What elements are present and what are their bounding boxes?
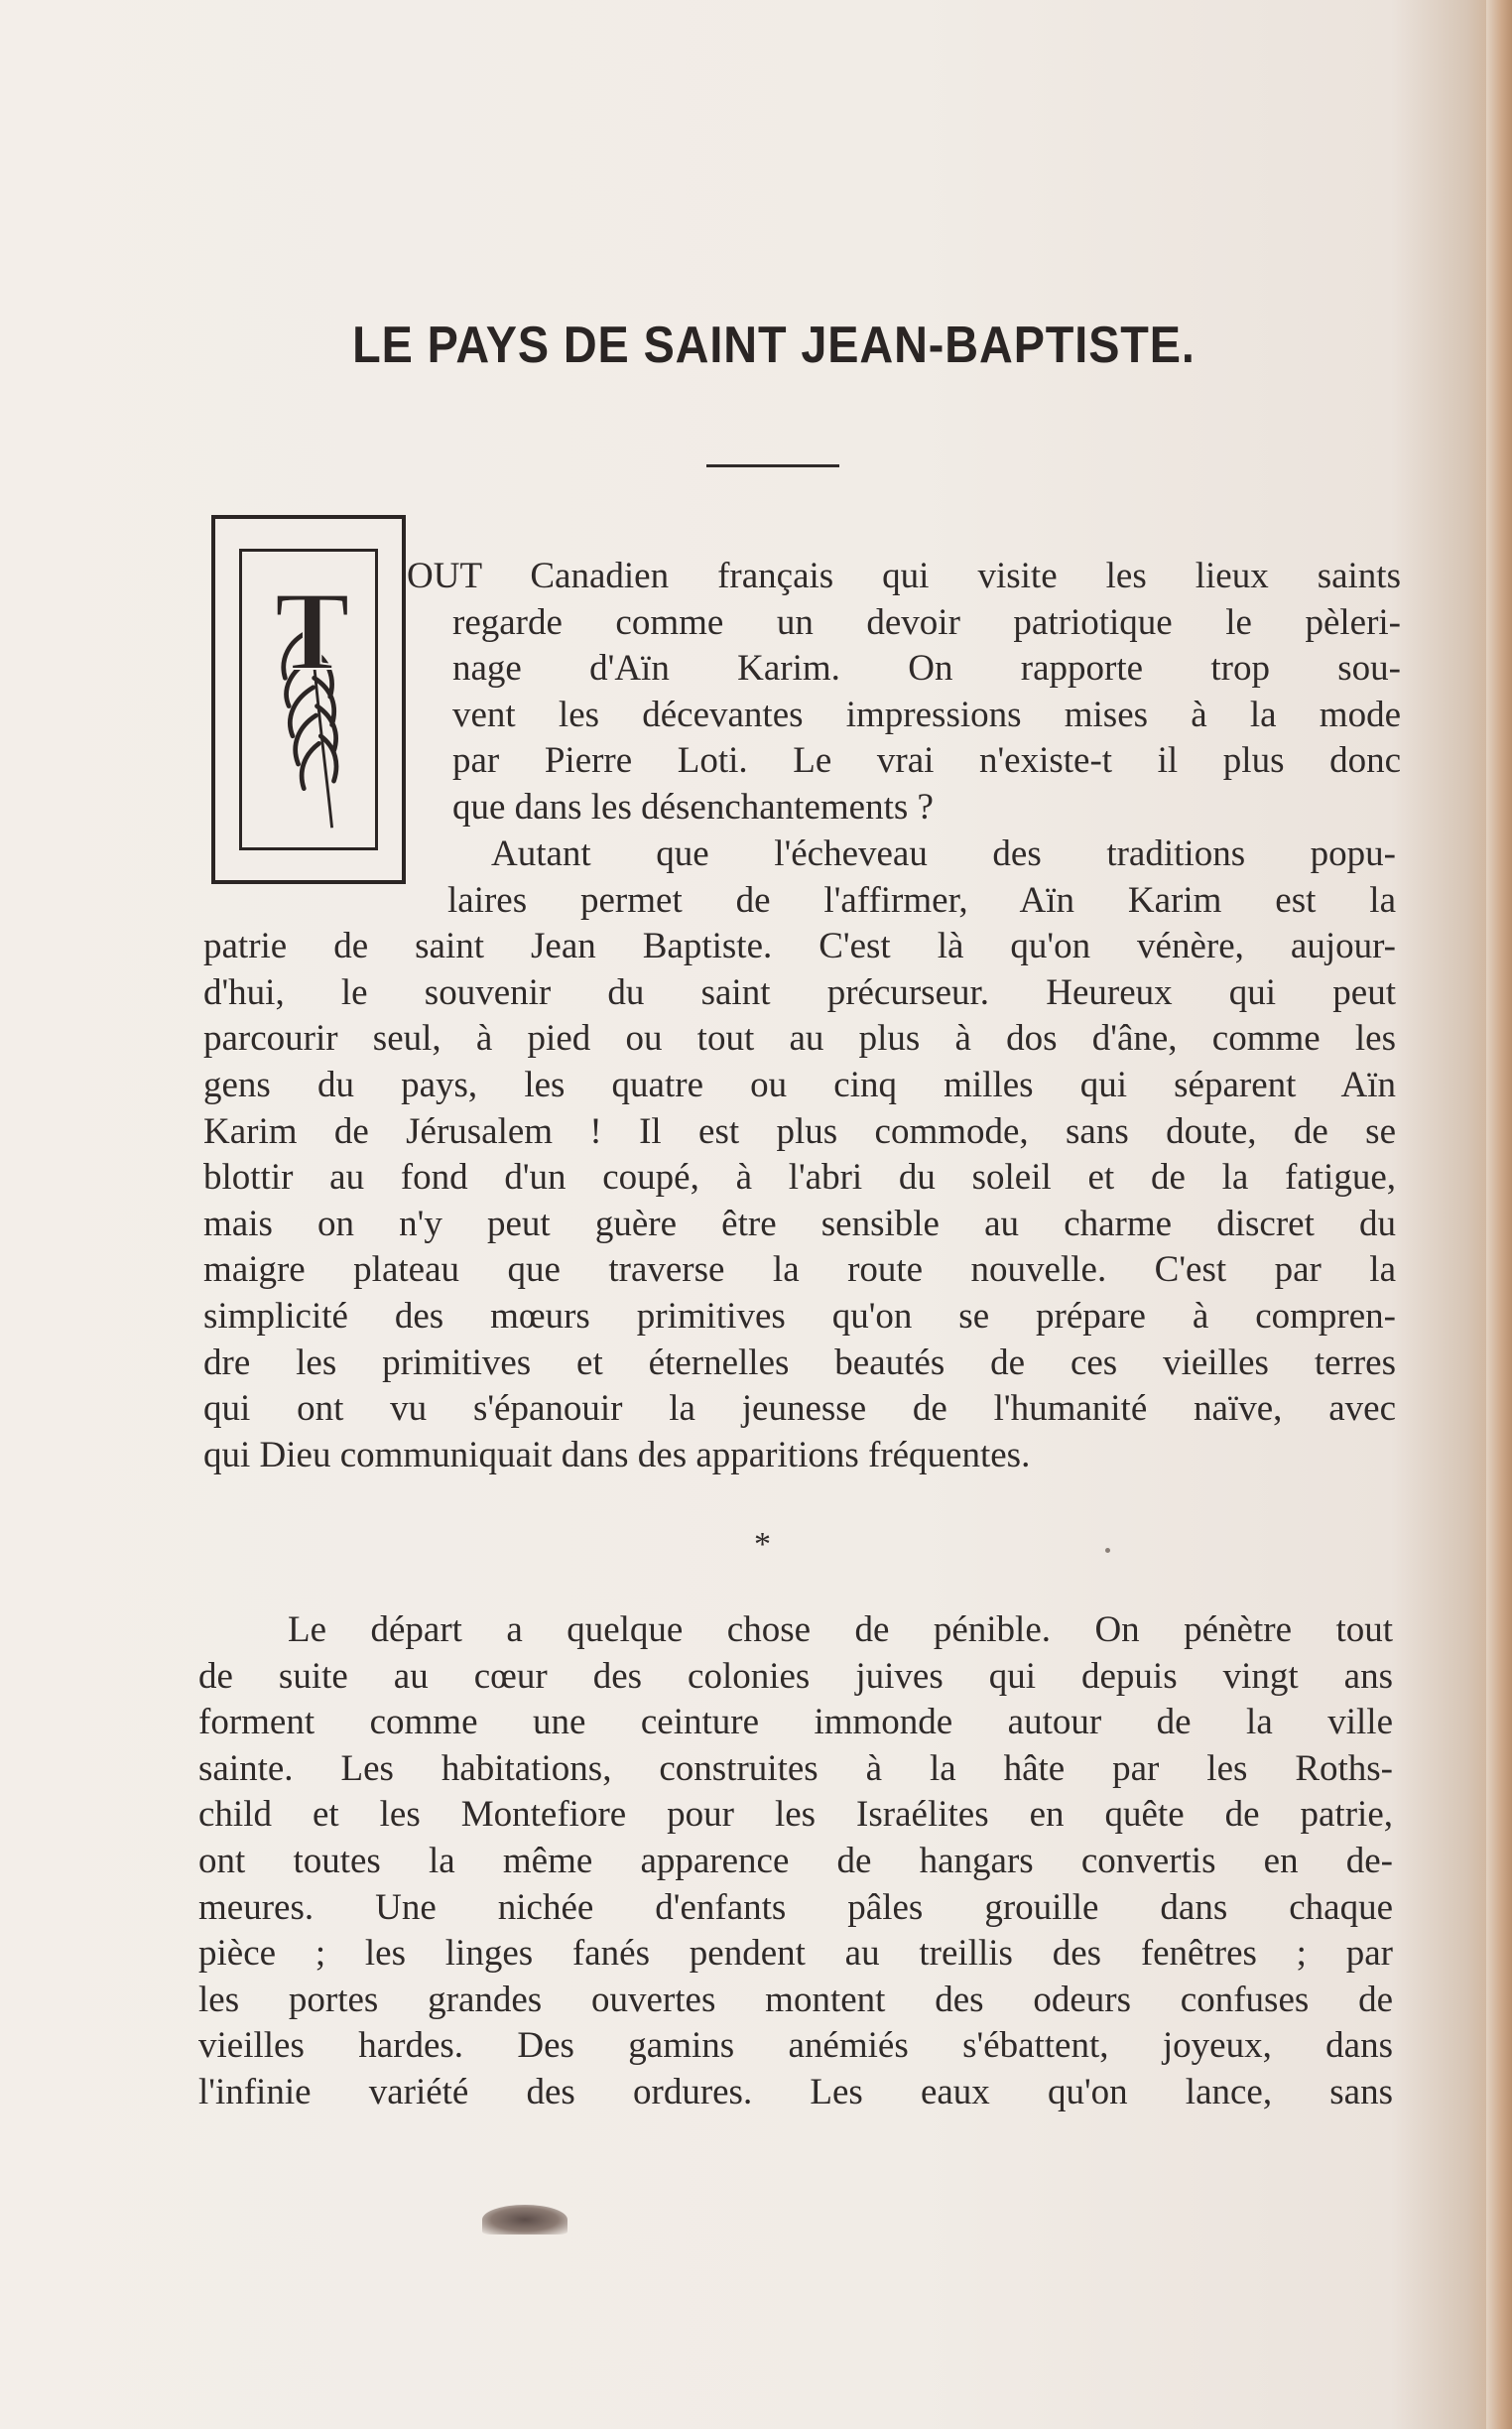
text-line: sainte. Les habitations, construites à la hâte par les Roths- [198, 1747, 1393, 1789]
text-line: qui Dieu communiquait dans des apparitions fréquentes. [203, 1434, 1031, 1475]
text-line: OUT Canadien français qui visite les lieux saints [407, 556, 1401, 596]
text-line: vent les décevantes impressions mises à la mode [452, 694, 1401, 735]
drop-cap-frame [211, 515, 406, 884]
text-line: gens du pays, les quatre ou cinq milles qui séparent Aïn [203, 1064, 1396, 1105]
chapter-title: LE PAYS DE SAINT JEAN-BAPTISTE. [352, 317, 1196, 374]
section-separator: * [754, 1526, 771, 1563]
palm-branch-icon [242, 552, 375, 847]
text-line: vieilles hardes. Des gamins anémiés s'ébattent, joyeux, dans [198, 2025, 1393, 2067]
ink-smudge [482, 2205, 567, 2235]
paragraph-intro [407, 554, 1401, 831]
text-line: ont toutes la même apparence de hangars convertis en de- [198, 1840, 1393, 1881]
text-line: child et les Montefiore pour les Israélites en quête de patrie, [198, 1794, 1393, 1836]
text-line: Karim de Jérusalem ! Il est plus commode, sans doute, de se [203, 1110, 1396, 1152]
text-line: de suite au cœur des colonies juives qui depuis vingt ans [198, 1655, 1393, 1697]
drop-cap-inner-frame [239, 549, 378, 850]
title-rule [706, 464, 839, 467]
page-edge [1486, 0, 1512, 2429]
text-line: nage d'Aïn Karim. On rapporte trop sou- [452, 648, 1401, 690]
text-line: maigre plateau que traverse la route nouvelle. C'est par la [203, 1249, 1396, 1291]
text-line: d'hui, le souvenir du saint précurseur. Heureux qui peut [203, 971, 1396, 1013]
paper-speck [1105, 1548, 1110, 1553]
text-line: patrie de saint Jean Baptiste. C'est là qu'on vénère, aujour- [203, 926, 1396, 967]
text-line: simplicité des mœurs primitives qu'on se prépare à compren- [203, 1295, 1396, 1337]
text-line: blottir au fond d'un coupé, à l'abri du soleil et de la fatigue, [203, 1157, 1396, 1199]
text-line: mais on n'y peut guère être sensible au charme discret du [203, 1203, 1396, 1244]
drop-cap-letter: T [275, 569, 350, 694]
text-line: pièce ; les linges fanés pendent au treillis des fenêtres ; par [198, 1933, 1393, 1975]
text-line: Autant que l'écheveau des traditions popu- [491, 833, 1396, 874]
text-line: dre les primitives et éternelles beautés de ces vieilles terres [203, 1342, 1396, 1383]
text-line: que dans les désenchantements ? [452, 786, 934, 828]
text-line: meures. Une nichée d'enfants pâles grouille dans chaque [198, 1886, 1393, 1928]
text-line: qui ont vu s'épanouir la jeunesse de l'humanité naïve, avec [203, 1388, 1396, 1430]
text-line: laires permet de l'affirmer, Aïn Karim est la [447, 879, 1396, 921]
paragraph-ain-karim [203, 831, 1396, 1478]
text-line: Le départ a quelque chose de pénible. On pénètre tout [288, 1609, 1393, 1650]
text-line: par Pierre Loti. Le vrai n'existe-t il plus donc [452, 740, 1401, 782]
text-line: forment comme une ceinture immonde autour de la ville [198, 1702, 1393, 1743]
text-line: regarde comme un devoir patriotique le pèleri- [452, 601, 1401, 643]
text-line: l'infinie variété des ordures. Les eaux qu'on lance, sans [198, 2071, 1393, 2112]
text-line: les portes grandes ouvertes montent des odeurs confuses de [198, 1979, 1393, 2020]
paragraph-departure [198, 1607, 1393, 2116]
text-line: parcourir seul, à pied ou tout au plus à dos d'âne, comme les [203, 1018, 1396, 1060]
